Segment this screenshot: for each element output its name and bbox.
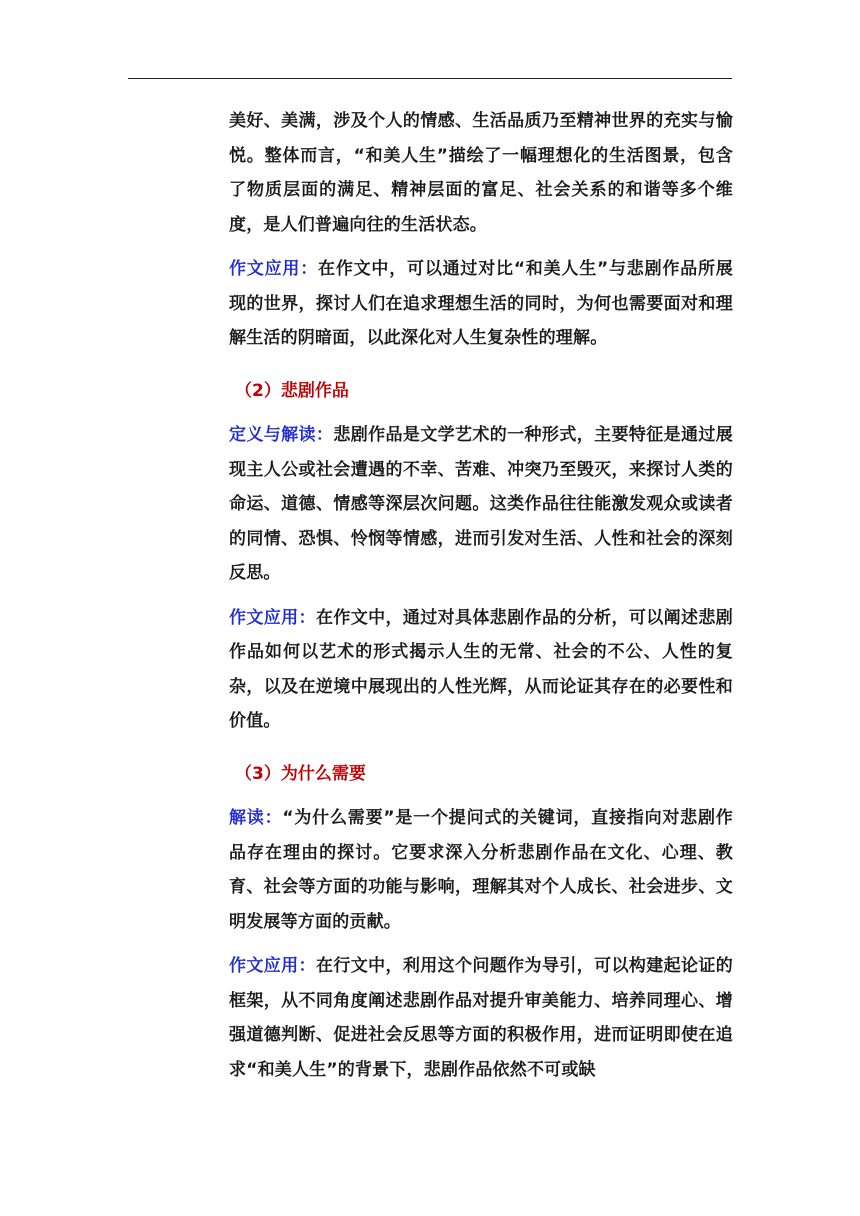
header-rule: [128, 78, 732, 79]
paragraph-application-2: [229, 601, 733, 739]
paragraph-text: 在作文中，通过对具体悲剧作品的分析，可以阐述悲剧作品如何以艺术的形式揭示人生的无常、社会的不公、人性的复杂，以及在逆境中展现出的人性光辉，从而论证其存在的必要性和价值。: [229, 607, 733, 731]
document-body: [229, 104, 733, 1097]
paragraph-text: 在作文中，可以通过对比“和美人生”与悲剧作品所展现的世界，探讨人们在追求理想生活的同时，为何也需要面对和理解生活的阴暗面，以此深化对人生复杂性的理解。: [229, 259, 733, 348]
paragraph-label: 作文应用：: [229, 607, 316, 628]
paragraph-application-3: [229, 949, 733, 1087]
paragraph-text: 在行文中，利用这个问题作为导引，可以构建起论证的框架，从不同角度阐述悲剧作品对提升审美能力、培养同理心、增强道德判断、促进社会反思等方面的积极作用，进而证明即使在追求“和美人生”的背景下，悲剧作品依然不可或缺: [229, 956, 733, 1080]
paragraph-intro: [229, 104, 733, 242]
paragraph-interpretation: [229, 801, 733, 939]
paragraph-label: 解读：: [229, 808, 283, 828]
paragraph-application-1: [229, 252, 733, 356]
section-heading-why: （3）为什么需要: [235, 763, 366, 784]
paragraph-label: 作文应用：: [229, 259, 319, 279]
paragraph-text: 悲剧作品是文学艺术的一种形式，主要特征是通过展现主人公或社会遭遇的不幸、苦难、冲突乃至毁灭，来探讨人类的命运、道德、情感等深层次问题。这类作品往往能激发观众或读者的同情、恐惧、怜悯等情感，进而引发对生活、人性和社会的深刻反思。: [229, 425, 733, 583]
paragraph-label: 定义与解读：: [229, 425, 334, 445]
paragraph-text: “为什么需要”是一个提问式的关键词，直接指向对悲剧作品存在理由的探讨。它要求深入分析悲剧作品在文化、心理、教育、社会等方面的功能与影响，理解其对个人成长、社会进步、文明发展等方面的贡献。: [229, 808, 733, 932]
paragraph-definition: [229, 418, 733, 591]
section-heading-tragedy: （2）悲剧作品: [235, 380, 349, 401]
paragraph-text: 美好、美满，涉及个人的情感、生活品质乃至精神世界的充实与愉悦。整体而言，“和美人生”描绘了一幅理想化的生活图景，包含了物质层面的满足、精神层面的富足、社会关系的和谐等多个维度，是人们普遍向往的生活状态。: [229, 111, 733, 235]
paragraph-label: 作文应用：: [229, 956, 316, 976]
